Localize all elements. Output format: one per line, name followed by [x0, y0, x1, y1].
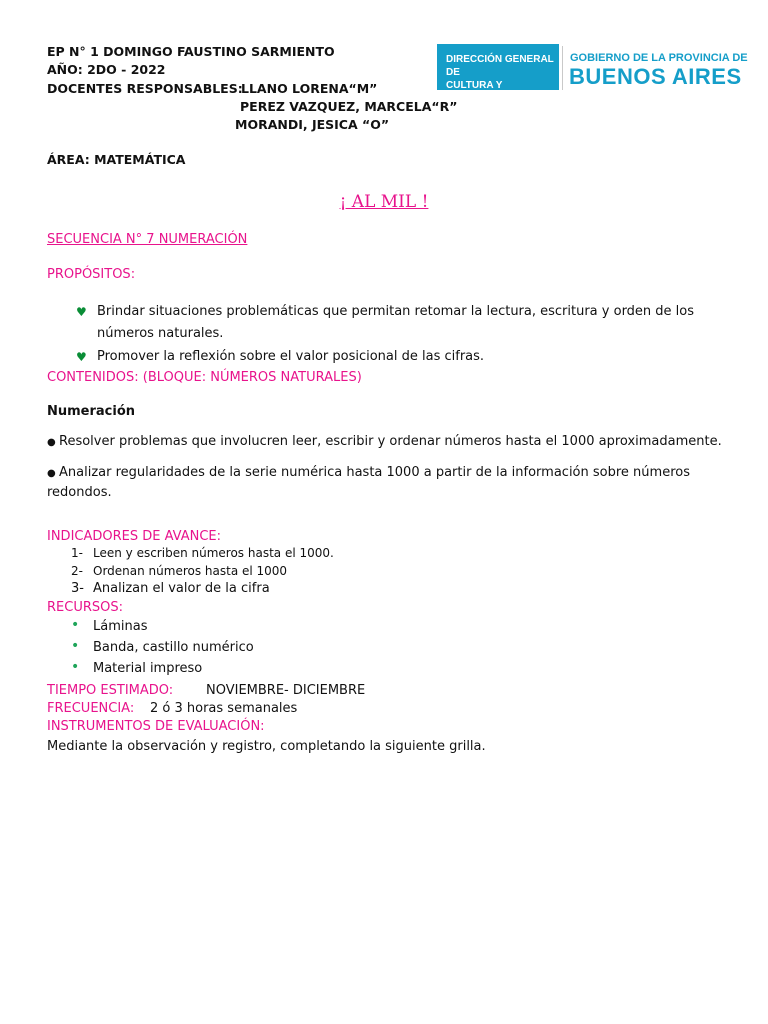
- dgce-logo: [437, 44, 559, 104]
- school-name: EP N° 1 DOMINGO FAUSTINO SARMIENTO: [47, 44, 335, 59]
- indicator-num-1: 1-: [71, 546, 83, 560]
- heart-bullet-icon: ♥: [76, 305, 87, 319]
- school-year: AÑO: 2DO - 2022: [47, 62, 166, 77]
- page-title: ¡ AL MIL !: [339, 192, 429, 212]
- content-item-1: Resolver problemas que involucren leer, escribir y ordenar números hasta el 1000 aproximadamente.: [59, 434, 722, 449]
- purposes-heading: PROPÓSITOS:: [47, 267, 136, 282]
- bullet-dot-icon: ●: [47, 468, 56, 479]
- purpose-item-1: Brindar situaciones problemáticas que permitan retomar la lectura, escritura y orden de los: [97, 304, 695, 319]
- teacher-2: PEREZ VAZQUEZ, MARCELA“R”: [240, 99, 458, 114]
- dgce-logo-line2: CULTURA Y EDUCACIÓN: [446, 80, 507, 104]
- gov-logo-top: GOBIERNO DE LA PROVINCIA DE: [570, 52, 748, 64]
- indicator-item-3: Analizan el valor de la cifra: [93, 581, 270, 596]
- purpose-item-2: Promover la reflexión sobre el valor posicional de las cifras.: [97, 349, 485, 364]
- time-label: TIEMPO ESTIMADO:: [47, 683, 174, 698]
- green-bullet-icon: •: [71, 617, 80, 633]
- evaluation-text: Mediante la observación y registro, completando la siguiente grilla.: [47, 739, 486, 754]
- sequence-title: SECUENCIA N° 7 NUMERACIÓN: [47, 232, 248, 247]
- resource-item-3: Material impreso: [93, 661, 203, 676]
- teachers-label: DOCENTES RESPONSABLES:: [47, 81, 243, 96]
- logo-divider: [562, 46, 563, 90]
- time-value: NOVIEMBRE- DICIEMBRE: [206, 683, 366, 698]
- frequency-label: FRECUENCIA:: [47, 701, 135, 716]
- content-item-2: Analizar regularidades de la serie numérica hasta 1000 a partir de la información sobre números: [59, 465, 690, 480]
- indicator-item-1: Leen y escriben números hasta el 1000.: [93, 546, 334, 560]
- gov-logo-main: BUENOS AIRES: [569, 64, 742, 89]
- teacher-1: LLANO LORENA“M”: [241, 81, 378, 96]
- purpose-item-1-cont: números naturales.: [97, 326, 224, 341]
- teacher-3: MORANDI, JESICA “O”: [235, 117, 390, 132]
- content-item-2-cont: redondos.: [47, 485, 112, 500]
- resource-item-1: Láminas: [93, 619, 148, 634]
- dgce-logo-line1: DIRECCIÓN GENERAL DE: [446, 54, 554, 78]
- evaluation-heading: INSTRUMENTOS DE EVALUACIÓN:: [47, 719, 265, 734]
- resources-heading: RECURSOS:: [47, 600, 123, 615]
- green-bullet-icon: •: [71, 638, 80, 654]
- green-bullet-icon: •: [71, 659, 80, 675]
- resource-item-2: Banda, castillo numérico: [93, 640, 254, 655]
- indicators-heading: INDICADORES DE AVANCE:: [47, 529, 222, 544]
- indicator-num-2: 2-: [71, 564, 83, 578]
- indicator-num-3: 3-: [71, 581, 84, 596]
- indicator-item-2: Ordenan números hasta el 1000: [93, 564, 288, 578]
- contents-subheading: Numeración: [47, 404, 136, 419]
- bullet-dot-icon: ●: [47, 437, 56, 448]
- heart-bullet-icon: ♥: [76, 350, 87, 364]
- contents-heading: CONTENIDOS: (BLOQUE: NÚMEROS NATURALES): [47, 370, 362, 385]
- frequency-value: 2 ó 3 horas semanales: [150, 701, 298, 716]
- area-label: ÁREA: MATEMÁTICA: [47, 152, 186, 167]
